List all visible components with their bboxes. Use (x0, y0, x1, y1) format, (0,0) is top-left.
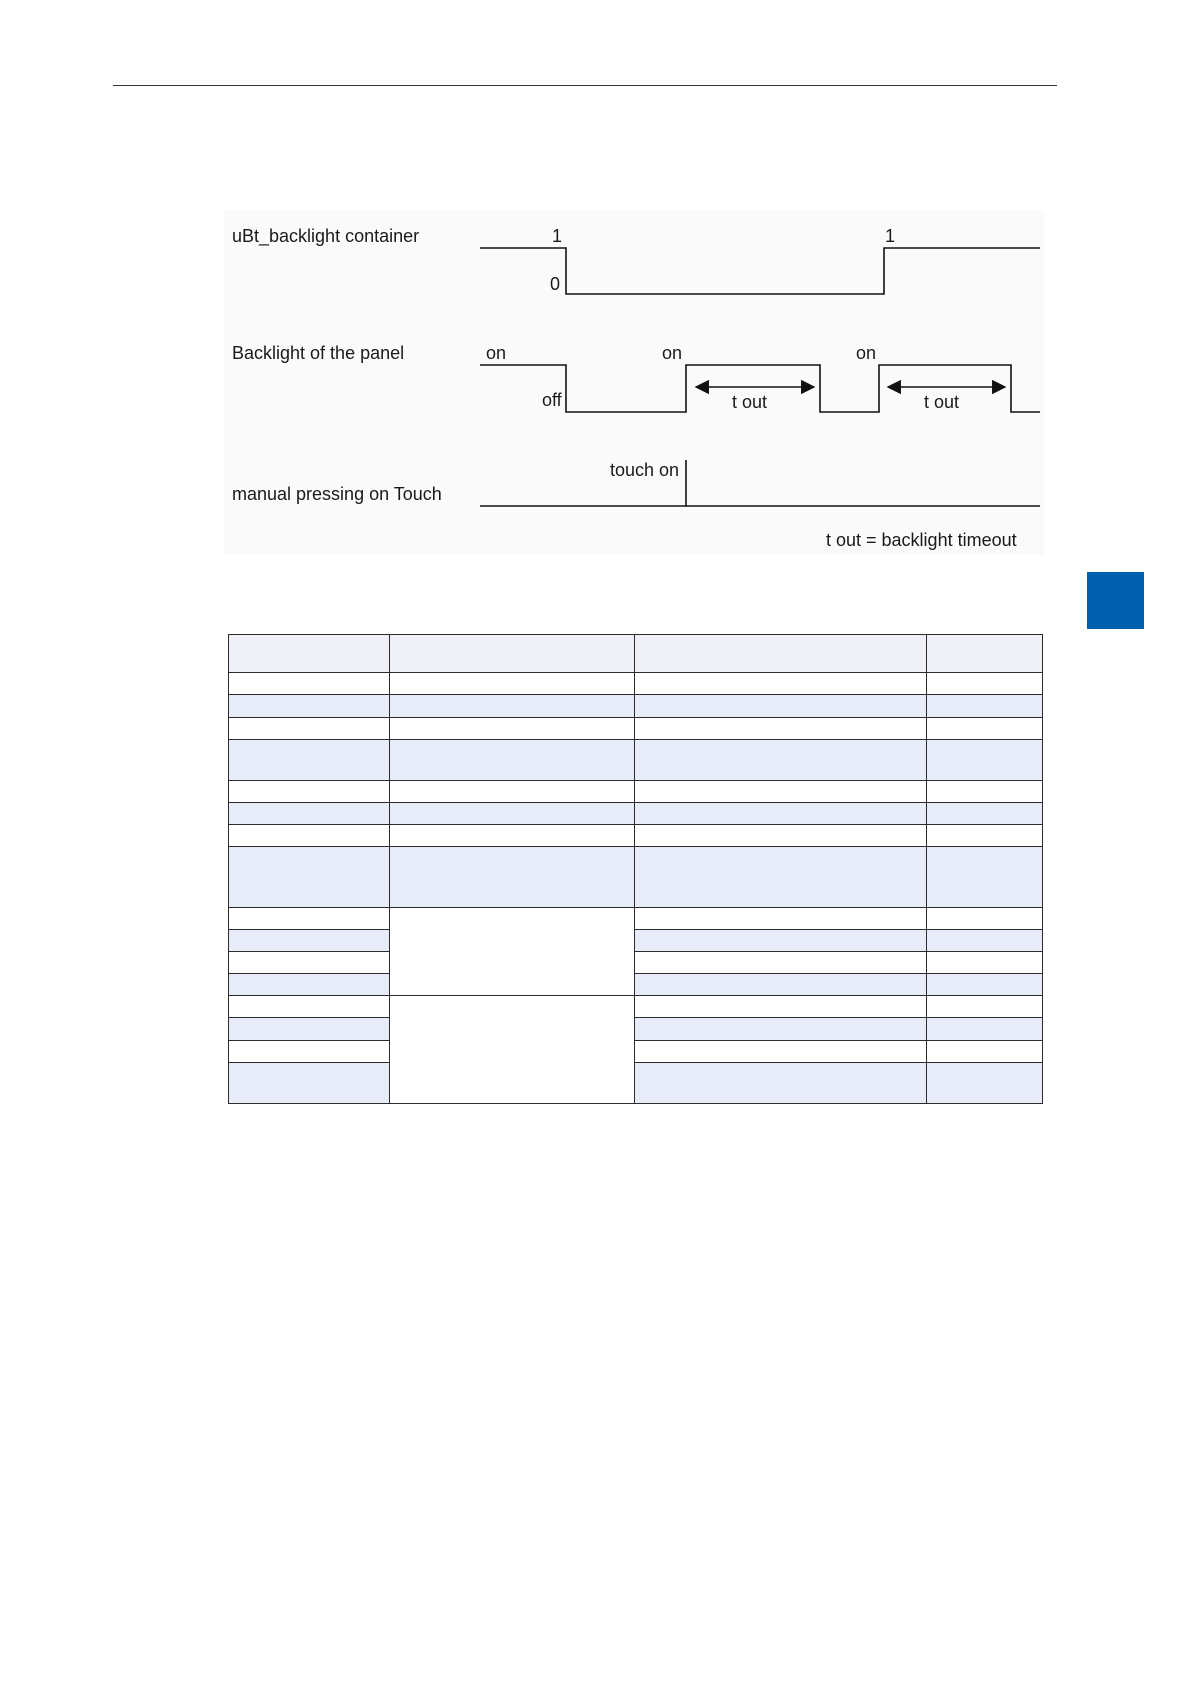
table-cell (229, 951, 390, 973)
table-cell (229, 1040, 390, 1062)
table-cell (229, 847, 390, 907)
table-cell (390, 825, 635, 847)
level-label-1: 1 (885, 226, 896, 246)
table-cell (927, 739, 1043, 780)
table-cell (229, 780, 390, 802)
table-cell (927, 1062, 1043, 1103)
table-cell (635, 929, 927, 951)
table-cell (635, 907, 927, 929)
table-row (229, 695, 1043, 717)
table-row (229, 996, 1043, 1018)
table-row (229, 825, 1043, 847)
state-label-on: on (856, 343, 877, 363)
table-cell (927, 825, 1043, 847)
table-cell (635, 951, 927, 973)
merged-cell (390, 996, 635, 1104)
table-cell (635, 739, 927, 780)
table-cell (927, 929, 1043, 951)
state-label-off: off (542, 390, 562, 410)
table-cell (390, 695, 635, 717)
table-cell (927, 780, 1043, 802)
state-label-on: on (662, 343, 683, 363)
table-cell (927, 847, 1043, 907)
table-row (229, 929, 1043, 951)
table-cell (635, 974, 927, 996)
merged-cell (390, 907, 635, 996)
table-cell (927, 673, 1043, 695)
parameter-table (228, 634, 1043, 1104)
header-cell (927, 635, 1043, 673)
table-cell (390, 673, 635, 695)
table-cell (927, 974, 1043, 996)
table-cell (927, 951, 1043, 973)
table-row (229, 1018, 1043, 1040)
header-cell (229, 635, 390, 673)
table-cell (635, 1062, 927, 1103)
table-cell (635, 825, 927, 847)
level-label-1: 1 (552, 226, 563, 246)
state-label-on: on (486, 343, 507, 363)
header-rule (113, 85, 1057, 86)
table-row (229, 1062, 1043, 1103)
header-cell (635, 635, 927, 673)
table-cell (635, 695, 927, 717)
table-cell (390, 803, 635, 825)
interval-label-t-out: t out (924, 392, 960, 412)
table-cell (635, 803, 927, 825)
table-cell (927, 695, 1043, 717)
table-cell (927, 996, 1043, 1018)
table-cell (390, 780, 635, 802)
level-label-0: 0 (550, 274, 561, 294)
table-cell (927, 803, 1043, 825)
table-cell (229, 996, 390, 1018)
signal-label-ubt-backlight: uBt_backlight container (232, 226, 420, 246)
table-cell (635, 717, 927, 739)
table-cell (229, 739, 390, 780)
diagram-note: t out = backlight timeout (826, 530, 1017, 550)
table-cell (229, 974, 390, 996)
table-cell (635, 996, 927, 1018)
table-row (229, 717, 1043, 739)
table-row (229, 907, 1043, 929)
table-cell (635, 1040, 927, 1062)
signal-label-panel-backlight: Backlight of the panel (232, 343, 405, 363)
table-cell (229, 803, 390, 825)
table-row (229, 1040, 1043, 1062)
table-row (229, 974, 1043, 996)
table-cell (229, 673, 390, 695)
table-cell (927, 907, 1043, 929)
table-cell (635, 673, 927, 695)
table-cell (229, 1062, 390, 1103)
table-cell (229, 907, 390, 929)
table-row (229, 951, 1043, 973)
table-cell (927, 1040, 1043, 1062)
table-header-row (229, 635, 1043, 673)
backlight-timing-diagram (224, 210, 1044, 555)
table-cell (229, 825, 390, 847)
table-row (229, 780, 1043, 802)
table-row (229, 803, 1043, 825)
table-cell (927, 717, 1043, 739)
table-row (229, 847, 1043, 907)
chapter-marker-tab (1087, 572, 1144, 629)
table-cell (390, 847, 635, 907)
table-cell (635, 847, 927, 907)
table-cell (635, 780, 927, 802)
table-cell (229, 695, 390, 717)
header-cell (390, 635, 635, 673)
table-row (229, 739, 1043, 780)
table-cell (390, 739, 635, 780)
event-label-touch-on: touch on (610, 460, 680, 480)
table-cell (229, 929, 390, 951)
table-cell (927, 1018, 1043, 1040)
table-row (229, 673, 1043, 695)
table-cell (635, 1018, 927, 1040)
table-cell (390, 717, 635, 739)
signal-label-manual-touch: manual pressing on Touch (232, 484, 442, 504)
table-cell (229, 717, 390, 739)
table-cell (229, 1018, 390, 1040)
interval-label-t-out: t out (732, 392, 768, 412)
